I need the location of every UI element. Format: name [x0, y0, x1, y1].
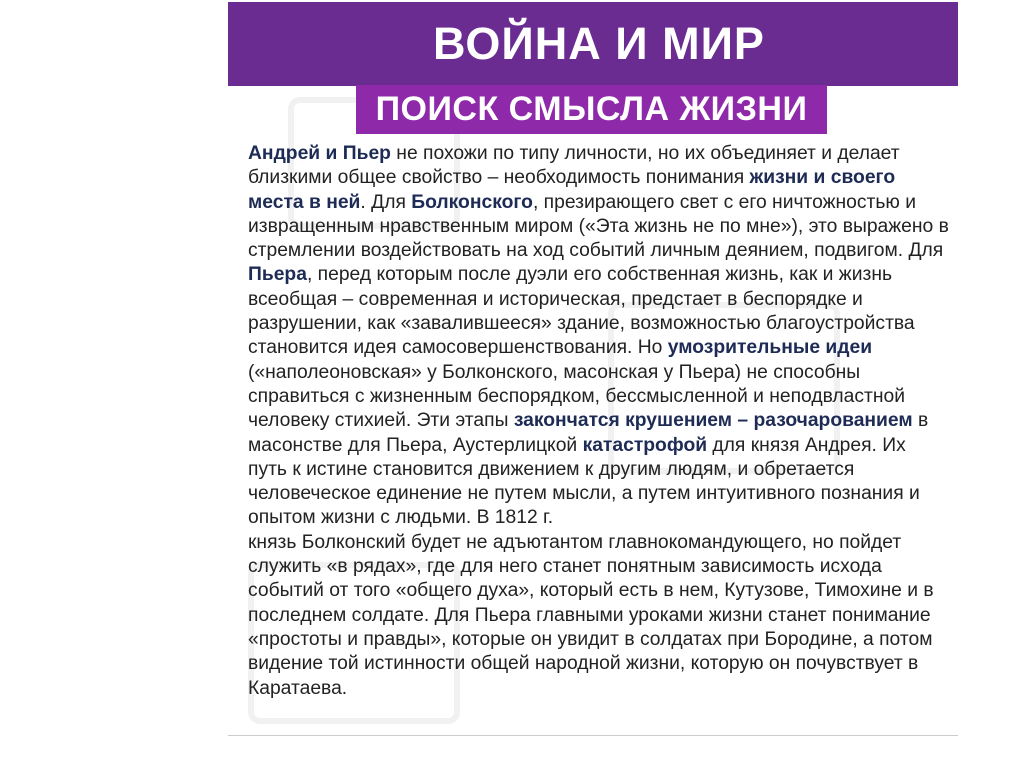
body-text-segment: для князя Андрея. Их путь к истине становится движением к другим людям, и обретается человеческое единение не путем мысли, а путем интуитивного познания и опытом жизни с людьми. В 1812 г. — [248, 434, 920, 529]
highlight-text: Болконского — [411, 191, 533, 213]
body-text-segment: не похожи по типу личности, но их объединяет и делает близкими общее свойство – необходимость понимания — [248, 143, 900, 189]
body-text — [248, 142, 950, 701]
highlight-text: катастрофой — [582, 434, 708, 456]
highlight-text: умозрительные идеи — [667, 337, 873, 359]
body-text-segment: («наполеоновская» у Болконского, масонская у Пьера) не способны справиться с жизненным беспорядком, бессмысленной и неподвластной человеку стихией. Эти этапы — [248, 361, 905, 432]
body-text-segment: , перед которым после дуэли его собственная жизнь, как и жизнь всеобщая – современная и историческая, предстает в беспорядке и разрушении, как «завалившееся» здание, возможностью благоустройства становится идея самосовершенствования. Но — [248, 264, 915, 359]
highlight-text: Андрей и Пьер — [248, 143, 391, 164]
highlight-text: закончатся крушением – разочарованием — [513, 410, 913, 432]
body-text-segment: князь Болконский будет не адъютантом главнокомандующего, но пойдет служить «в рядах», где для него станет понятным зависимость исхода событий от того «общего духа», который есть в нем, Кутузове, Тимохине и в последнем солдате. Для Пьера главными уроками жизни станет понимание «простоты и правды», которые он увидит в солдатах при Бородине, а потом видение той истинности общей народной жизни, которую он почувствует в Каратаева. — [248, 531, 934, 699]
page-title: ВОЙНА И МИР — [433, 18, 765, 69]
slide — [228, 2, 958, 737]
page-subtitle: ПОИСК СМЫСЛА ЖИЗНИ — [375, 90, 808, 128]
divider — [228, 735, 958, 736]
subtitle-banner — [356, 85, 827, 134]
highlight-text: жизни и своего места в ней — [248, 167, 896, 213]
title-bar — [228, 2, 958, 86]
body-text-segment: . Для — [360, 191, 412, 213]
body-text-segment: в масонстве для Пьера, Аустерлицкой — [248, 410, 929, 456]
body-text-segment: , презирающего свет с его ничтожностью и извращенным нравственным миром («Эта жизнь не по мне»), это выражено в стремлении воздействовать на ход событий личным деянием, подвигом. Для — [248, 191, 949, 262]
highlight-text: Пьера — [248, 264, 307, 286]
